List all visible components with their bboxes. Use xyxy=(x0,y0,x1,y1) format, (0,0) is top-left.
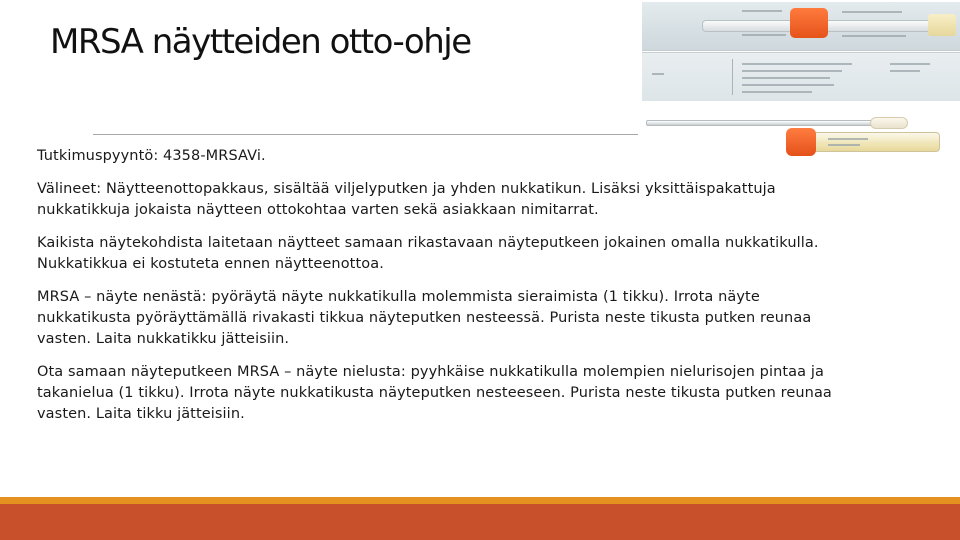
tube-end xyxy=(928,14,956,36)
label-print xyxy=(742,77,830,79)
instructions-body xyxy=(37,146,837,437)
tube-print xyxy=(828,138,868,140)
throat-sample-text: Ota samaan näyteputkeen MRSA – näyte nielusta: pyyhkäise nukkatikulla molempien nielurisojen pintaa ja takanielua (1 tikku). Irrota näyte nukkatikusta näyteputken nesteeseen. Purista neste tikusta putken reunaa vasten. Laita tikku jätteisiin. xyxy=(37,364,832,422)
package-print xyxy=(842,35,906,37)
label-print xyxy=(652,73,664,75)
slide-title: MRSA näytteiden otto-ohje xyxy=(50,22,471,62)
divider-line xyxy=(93,134,638,135)
nose-sample-text: MRSA – näyte nenästä: pyöräytä näyte nukkatikulla molemmista sieraimista (1 tikku). Irrota näyte nukkatikusta pyöräyttämällä rivakasti tikkua näyteputken nesteessä. Purista neste tikusta putken reunaa vasten. Laita nukkatikku jätteisiin. xyxy=(37,289,812,347)
general-instruction-text: Kaikista näytekohdista laitetaan näytteet samaan rikastavaan näyteputkeen jokainen omalla nukkatikulla. Nukkatikkua ei kostuteta ennen näytteenottoa. xyxy=(37,235,819,272)
package-print xyxy=(742,34,786,36)
package-print xyxy=(842,11,902,13)
label-print xyxy=(890,63,930,65)
label-print xyxy=(742,70,842,72)
equipment-text: Välineet: Näytteenottopakkaus, sisältää viljelyputken ja yhden nukkatikun. Lisäksi yksittäispakattuja nukkatikkuja jokaista näytteen ottokohtaa varten sekä asiakkaan nimitarrat. xyxy=(37,181,776,218)
footer-bar xyxy=(0,497,960,540)
label-print xyxy=(742,91,812,93)
package-label-photo xyxy=(642,52,960,101)
package-tube xyxy=(702,20,954,32)
swab-package-photo xyxy=(642,2,960,51)
request-code-text: Tutkimuspyyntö: 4358-MRSAVi. xyxy=(37,148,266,164)
package-print xyxy=(742,10,782,12)
orange-cap xyxy=(790,8,828,38)
label-print xyxy=(890,70,920,72)
swab-stick xyxy=(646,120,878,126)
label-print xyxy=(742,84,834,86)
label-print xyxy=(742,63,852,65)
swab-tip xyxy=(870,117,908,129)
